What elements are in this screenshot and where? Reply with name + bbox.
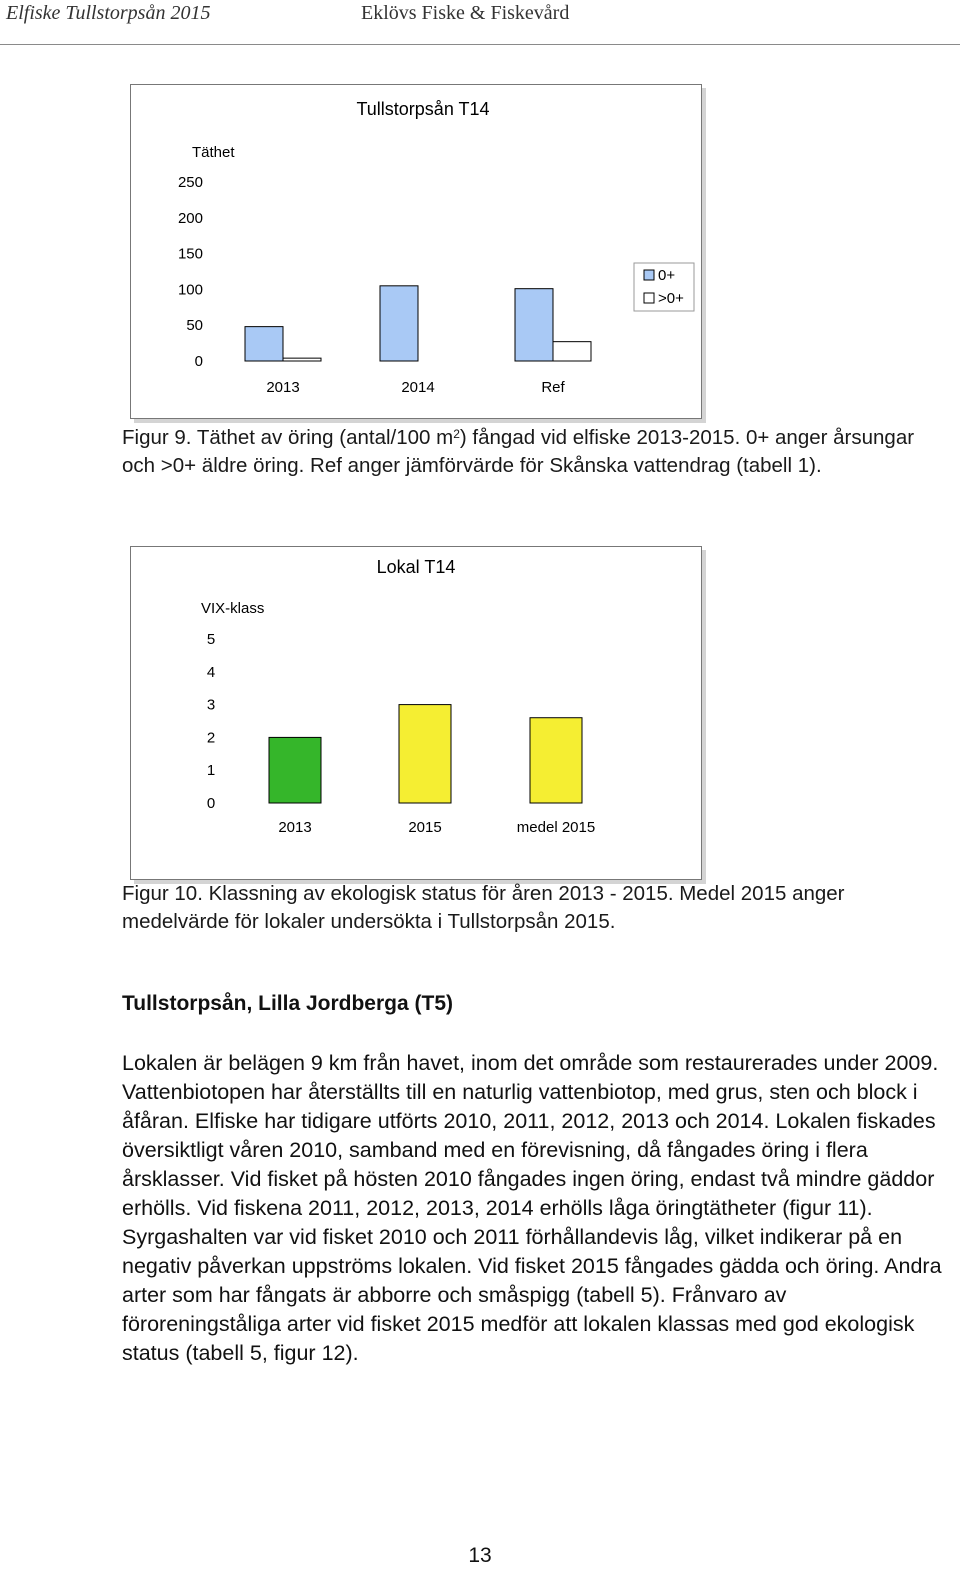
bar-age-older-ref <box>553 342 591 361</box>
y-tick-label: 50 <box>186 317 203 335</box>
y-tick-label: 4 <box>206 663 216 681</box>
x-tick-label: 2013 <box>278 819 312 836</box>
legend-swatch-older <box>644 293 654 303</box>
x-tick-label: 2014 <box>401 379 435 396</box>
chart-title: Tullstorpsån T14 <box>356 99 490 119</box>
figure-9-caption-text: Figur 9. Täthet av öring (antal/100 m <box>122 426 454 449</box>
y-tick-label: 2 <box>206 729 216 747</box>
chart-title: Lokal T14 <box>376 557 456 577</box>
figure-9-caption-superscript: 2 <box>453 427 460 441</box>
density-chart <box>130 84 702 419</box>
section-body-paragraph: Lokalen är belägen 9 km från havet, inom det område som restaurerades under 2009. Vattenbiotopen har återställts till en naturlig vattenbiotop, med grus, sten och block i åfåran. Elfiske har tidigare utförts 2010, 2011, 2012, 2013 och 2014. Lokalen fiskades översiktligt våren 2010, samband med en förevisning, då fångades öring i flera årsklasser. Vid fisket på hösten 2010 fångades ingen öring, endast två mindre gäddor erhölls. Vid fiskena 2011, 2012, 2013, 2014 erhölls låga öringtätheter (figur 11). Syrgashalten var vid fisket 2010 och 2011 förhållandevis låg, vilket indikerar på en negativ påverkan uppströms lokalen. Vid fisket 2015 fångades gädda och öring. Andra arter som har fångats är abborre och småspigg (tabell 5). Frånvaro av föroreningståliga arter vid fisket 2015 medför att lokalen klassas med god ekologisk status (tabell 5, figur 12). <box>122 1051 942 1365</box>
y-tick-label: 250 <box>177 174 203 191</box>
section-heading: Tullstorpsån, Lilla Jordberga (T5) <box>122 992 453 1015</box>
bar-vix-2013 <box>269 737 321 803</box>
y-tick-label: 150 <box>177 245 203 263</box>
legend-swatch-0plus <box>644 270 654 280</box>
bar-vix-medel-2015 <box>530 718 582 803</box>
density-chart-svg <box>131 85 701 418</box>
legend <box>634 263 694 311</box>
header-document-title: Elfiske Tullstorpsån 2015 <box>6 2 211 24</box>
bar-age-older-2013 <box>283 358 321 361</box>
y-tick-label: 100 <box>177 281 203 299</box>
y-tick-label: 0 <box>206 795 216 812</box>
running-header <box>0 0 960 45</box>
bar-age-0plus-2014 <box>380 286 418 361</box>
bar-age-0plus-ref <box>515 289 553 361</box>
figure-9-caption-text-cont: ) fångad vid elfiske 2013-2015. 0+ anger årsungar och >0+ äldre öring. Ref anger jämförvärde för Skånska vattendrag (tabell 1). <box>122 426 915 477</box>
vix-class-chart-svg <box>131 547 701 879</box>
x-tick-label: 2013 <box>266 379 300 396</box>
x-tick-label: 2015 <box>408 819 442 836</box>
vix-class-chart <box>130 546 702 880</box>
y-axis-label: Täthet <box>192 144 235 161</box>
x-tick-label: Ref <box>541 379 565 396</box>
y-axis-label: VIX-klass <box>201 600 265 617</box>
x-tick-label: medel 2015 <box>516 819 596 836</box>
y-tick-label: 3 <box>206 696 216 714</box>
y-tick-label: 0 <box>194 353 203 370</box>
figure-10-caption: Figur 10. Klassning av ekologisk status för åren 2013 - 2015. Medel 2015 anger medelvärde för lokaler undersökta i Tullstorpsån 2015. <box>122 882 845 933</box>
legend-label-older: >0+ <box>658 290 684 307</box>
legend-label-0plus: 0+ <box>658 267 676 284</box>
y-tick-label: 1 <box>206 762 216 780</box>
y-tick-label: 5 <box>206 631 216 648</box>
page-number: 13 <box>468 1544 492 1567</box>
header-author: Eklövs Fiske & Fiskevård <box>361 2 570 24</box>
y-tick-label: 200 <box>177 209 203 227</box>
bar-vix-2015 <box>399 705 451 803</box>
bar-age-0plus-2013 <box>245 327 283 361</box>
figure-9-caption <box>122 424 922 480</box>
